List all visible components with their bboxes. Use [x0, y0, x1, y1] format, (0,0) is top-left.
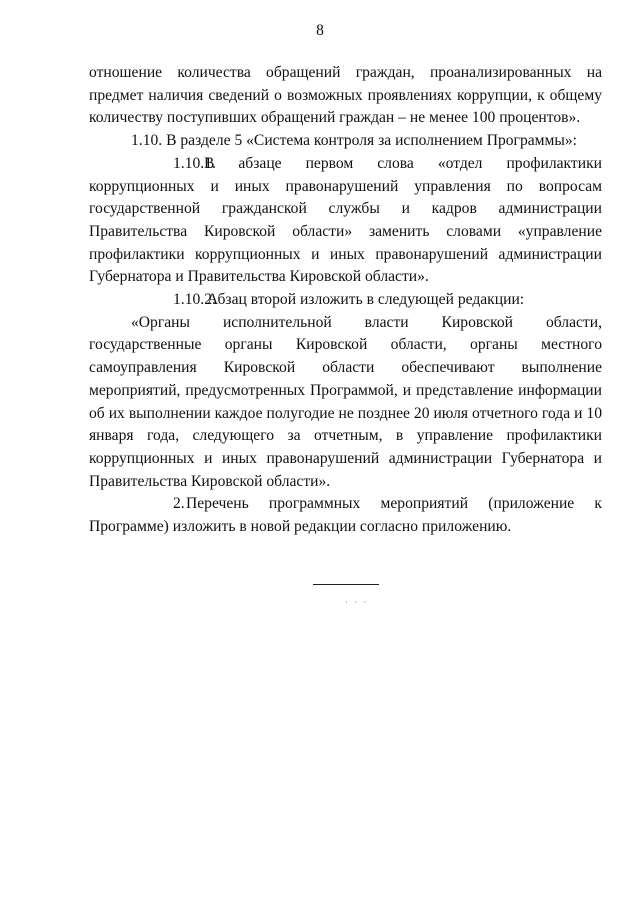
- scan-artifact-dots: · · ·: [345, 597, 369, 607]
- item-2-text: Перечень программных мероприятий (приложение к Программе) изложить в новой редакции согласно приложению.: [89, 495, 602, 536]
- page-number: 8: [316, 22, 324, 39]
- quoted-paragraph: «Органы исполнительной власти Кировской области, государственные органы Кировской области, органы местного самоуправления Кировской области обеспечивают выполнение мероприятий, предусмотренных Программой, и представление информации об их выполнении каждое полугодие не позднее 20 июля отчетного года и 10 января года, следующего за отчетным, в управление профилактики коррупционных и иных правонарушений администрации Губернатора и Правительства Кировской области».: [89, 313, 602, 490]
- document-body: [89, 62, 602, 539]
- item-1-10-2-text: Абзац второй изложить в следующей редакции:: [207, 291, 525, 309]
- item-1-10-1-number: 1.10.1.: [173, 154, 216, 172]
- end-of-document-rule: [313, 584, 379, 585]
- item-1-10-1-paragraph: [89, 153, 602, 289]
- item-2-number: 2.: [173, 495, 185, 513]
- continuation-paragraph: отношение количества обращений граждан, проанализированных на предмет наличия сведений о возможных проявлениях коррупции, к общему количеству поступивших обращений граждан – не менее 100 процентов».: [89, 64, 602, 127]
- item-1-10-1-text: В абзаце первом слова «отдел профилактики коррупционных и иных правонарушений управления по вопросам государственной гражданской службы и кадров администрации Правительства Кировской области» заменить словами «управление профилактики коррупционных и иных правонарушений администрации Губернатора и Правительства Кировской области».: [89, 154, 602, 286]
- item-2-paragraph: [89, 493, 602, 538]
- item-1-10-2-number: 1.10.2.: [173, 291, 216, 309]
- item-1-10-2-paragraph: [89, 289, 602, 312]
- item-1-10-paragraph: 1.10. В разделе 5 «Система контроля за исполнением Программы»:: [131, 132, 578, 150]
